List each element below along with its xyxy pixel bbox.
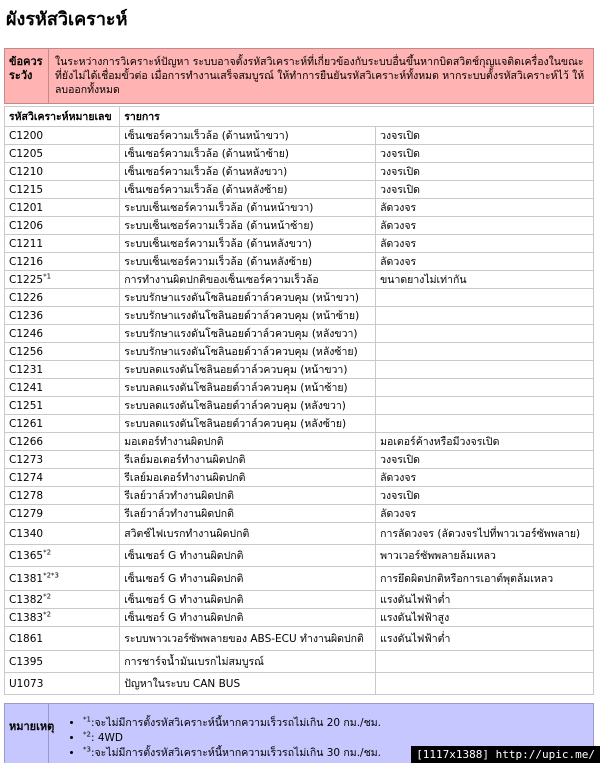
code-value: C1382 [9,593,44,606]
note-mark: *2 [83,730,91,739]
header-item: รายการ [120,107,594,127]
detail-cell [376,673,594,695]
item-cell: ระบบเซ็นเซอร์ความเร็วล้อ (ด้านหน้าซ้าย) [120,217,376,235]
table-row [5,307,594,325]
item-cell: ระบบรักษาแรงดันโซลินอยด์วาล์วควบคุม (หลังซ้าย) [120,343,376,361]
code-cell [5,567,120,591]
code-value: C1210 [9,165,44,178]
detail-cell: การยึดผิดปกติหรือการเอาต์พุตล้มเหลว [376,567,594,591]
item-cell: มอเตอร์ทำงานผิดปกติ [120,433,376,451]
code-value: C1261 [9,417,44,430]
code-cell [5,397,120,415]
table-row [5,217,594,235]
code-cell [5,235,120,253]
code-value: C1861 [9,632,44,645]
code-value: C1246 [9,327,44,340]
table-row [5,469,594,487]
item-cell: ปัญหาในระบบ CAN BUS [120,673,376,695]
code-cell [5,469,120,487]
detail-cell [376,325,594,343]
note-text: : 4WD [90,732,123,744]
notes-label: หมายเหตุ [5,704,49,763]
code-cell [5,271,120,289]
item-cell: ระบบลดแรงดันโซลินอยด์วาล์วควบคุม (หน้าซ้าย) [120,379,376,397]
item-cell: รีเลย์มอเตอร์ทำงานผิดปกติ [120,469,376,487]
note-item [83,731,583,746]
table-row [5,235,594,253]
code-cell [5,673,120,695]
item-cell: รีเลย์มอเตอร์ทำงานผิดปกติ [120,451,376,469]
item-cell: เซ็นเซอร์ความเร็วล้อ (ด้านหลังซ้าย) [120,181,376,199]
code-value: C1383 [9,611,44,624]
table-row [5,451,594,469]
caution-box [4,48,594,104]
detail-cell [376,397,594,415]
code-cell [5,289,120,307]
item-cell: ระบบรักษาแรงดันโซลินอยด์วาล์วควบคุม (หน้าขวา) [120,289,376,307]
item-cell: เซ็นเซอร์ G ทำงานผิดปกติ [120,591,376,609]
detail-cell: ขนาดยางไม่เท่ากัน [376,271,594,289]
item-cell: ระบบรักษาแรงดันโซลินอยด์วาล์วควบคุม (หลังขวา) [120,325,376,343]
table-header-row [5,107,594,127]
code-value: C1278 [9,489,44,502]
footnote-mark: *2 [43,610,52,618]
detail-cell: แรงดันไฟฟ้าสูง [376,609,594,627]
item-cell: รีเลย์วาล์วทำงานผิดปกติ [120,487,376,505]
code-cell [5,325,120,343]
code-cell [5,451,120,469]
detail-cell [376,289,594,307]
code-cell [5,145,120,163]
code-cell [5,199,120,217]
table-row [5,271,594,289]
table-row [5,397,594,415]
table-row [5,609,594,627]
detail-cell: วงจรเปิด [376,127,594,145]
table-row [5,379,594,397]
code-cell [5,627,120,651]
item-cell: การทำงานผิดปกติของเซ็นเซอร์ความเร็วล้อ [120,271,376,289]
code-value: C1251 [9,399,44,412]
table-row [5,591,594,609]
code-value: U1073 [9,677,44,690]
table-row [5,545,594,567]
detail-cell: ลัดวงจร [376,469,594,487]
item-cell: รีเลย์วาล์วทำงานผิดปกติ [120,505,376,523]
code-value: C1381 [9,572,44,585]
table-row [5,487,594,505]
item-cell: ระบบลดแรงดันโซลินอยด์วาล์วควบคุม (หน้าขวา) [120,361,376,379]
code-value: C1206 [9,219,44,232]
code-value: C1216 [9,255,44,268]
code-value: C1340 [9,527,44,540]
detail-cell: วงจรเปิด [376,451,594,469]
detail-cell: วงจรเปิด [376,181,594,199]
code-cell [5,307,120,325]
code-value: C1205 [9,147,44,160]
table-row [5,567,594,591]
table-row [5,343,594,361]
code-cell [5,609,120,627]
code-value: C1279 [9,507,44,520]
item-cell: เซ็นเซอร์ความเร็วล้อ (ด้านหลังขวา) [120,163,376,181]
footnote-mark: *2 [43,592,52,600]
table-row [5,523,594,545]
table-row [5,651,594,673]
table-row [5,289,594,307]
caution-text: ในระหว่างการวิเคราะห์ปัญหา ระบบอาจตั้งรหัสวิเคราะห์ที่เกี่ยวข้องกับระบบอื่นขึ้นหากบิดสวิตช์กุญแจติดเครื่องในขณะที่ยังไม่ได้เชื่อมขั้วต่อ เมื่อการทำงานเสร็จสมบูรณ์ ให้ทำการยืนยันรหัสวิเคราะห์ทั้งหมด หากระบบตั้งรหัสวิเคราะห์ไว้ ให้ลบออกทั้งหมด [55,56,585,96]
item-cell: สวิตช์ไฟเบรกทำงานผิดปกติ [120,523,376,545]
table-row [5,163,594,181]
code-value: C1266 [9,435,44,448]
detail-cell: ลัดวงจร [376,199,594,217]
footnote-mark: *2*3 [43,571,59,579]
note-item [83,716,583,731]
item-cell: เซ็นเซอร์ความเร็วล้อ (ด้านหน้าซ้าย) [120,145,376,163]
item-cell: การชาร์จน้ำมันเบรกไม่สมบูรณ์ [120,651,376,673]
detail-cell [376,379,594,397]
table-row [5,505,594,523]
table-row [5,181,594,199]
detail-cell: ลัดวงจร [376,217,594,235]
note-mark: *3 [83,745,91,754]
code-cell [5,343,120,361]
code-cell [5,651,120,673]
table-row [5,325,594,343]
note-mark: *1 [83,715,91,724]
item-cell: เซ็นเซอร์ความเร็วล้อ (ด้านหน้าขวา) [120,127,376,145]
page-title: ผังรหัสวิเคราะห์ [6,9,128,30]
code-cell [5,505,120,523]
item-cell: เซ็นเซอร์ G ทำงานผิดปกติ [120,567,376,591]
code-value: C1365 [9,549,44,562]
code-cell [5,545,120,567]
item-cell: ระบบเซ็นเซอร์ความเร็วล้อ (ด้านหลังขวา) [120,235,376,253]
code-value: C1231 [9,363,44,376]
code-cell [5,487,120,505]
detail-cell: ลัดวงจร [376,235,594,253]
table-row [5,127,594,145]
detail-cell: แรงดันไฟฟ้าต่ำ [376,627,594,651]
diagnostic-code-chart [4,48,594,763]
detail-cell: ลัดวงจร [376,505,594,523]
code-cell [5,415,120,433]
code-value: C1211 [9,237,44,250]
item-cell: ระบบลดแรงดันโซลินอยด์วาล์วควบคุม (หลังขวา) [120,397,376,415]
table-row [5,433,594,451]
code-value: C1236 [9,309,44,322]
code-cell [5,217,120,235]
detail-cell [376,343,594,361]
table-row [5,253,594,271]
detail-cell: วงจรเปิด [376,487,594,505]
code-cell [5,253,120,271]
detail-cell [376,415,594,433]
footnote-mark: *1 [43,272,52,280]
code-value: C1395 [9,655,44,668]
detail-cell: วงจรเปิด [376,145,594,163]
table-row [5,627,594,651]
code-value: C1274 [9,471,44,484]
detail-cell [376,361,594,379]
detail-cell [376,307,594,325]
code-cell [5,127,120,145]
code-value: C1273 [9,453,44,466]
table-row [5,673,594,695]
item-cell: เซ็นเซอร์ G ทำงานผิดปกติ [120,545,376,567]
code-cell [5,163,120,181]
code-cell [5,433,120,451]
code-value: C1241 [9,381,44,394]
code-cell [5,379,120,397]
code-value: C1226 [9,291,44,304]
code-value: C1200 [9,129,44,142]
footnote-mark: *2 [43,548,52,556]
item-cell: ระบบเซ็นเซอร์ความเร็วล้อ (ด้านหลังซ้าย) [120,253,376,271]
note-text: :จะไม่มีการตั้งรหัสวิเคราะห์นี้หากความเร็วรถไม่เกิน 30 กม./ชม. [90,747,381,759]
item-cell: ระบบรักษาแรงดันโซลินอยด์วาล์วควบคุม (หน้าซ้าย) [120,307,376,325]
item-cell: เซ็นเซอร์ G ทำงานผิดปกติ [120,609,376,627]
code-value: C1225 [9,273,44,286]
detail-cell: ลัดวงจร [376,253,594,271]
code-value: C1215 [9,183,44,196]
detail-cell: แรงดันไฟฟ้าต่ำ [376,591,594,609]
image-host-watermark: [1117x1388] http://upic.me/ [411,746,600,763]
table-row [5,361,594,379]
code-cell [5,523,120,545]
table-row [5,145,594,163]
detail-cell: การลัดวงจร (ลัดวงจรไปที่พาวเวอร์ซัพพลาย) [376,523,594,545]
detail-cell [376,651,594,673]
table-row [5,199,594,217]
code-value: C1201 [9,201,44,214]
item-cell: ระบบเซ็นเซอร์ความเร็วล้อ (ด้านหน้าขวา) [120,199,376,217]
detail-cell: มอเตอร์ค้างหรือมีวงจรเปิด [376,433,594,451]
code-cell [5,591,120,609]
detail-cell: พาวเวอร์ซัพพลายล้มเหลว [376,545,594,567]
code-cell [5,181,120,199]
code-table [4,106,594,695]
code-value: C1256 [9,345,44,358]
item-cell: ระบบพาวเวอร์ซัพพลายของ ABS-ECU ทำงานผิดปกติ [120,627,376,651]
header-code: รหัสวิเคราะห์หมายเลข [5,107,120,127]
caution-label: ข้อควรระวัง [5,49,49,103]
note-text: :จะไม่มีการตั้งรหัสวิเคราะห์นี้หากความเร็วรถไม่เกิน 20 กม./ชม. [90,717,381,729]
code-cell [5,361,120,379]
item-cell: ระบบลดแรงดันโซลินอยด์วาล์วควบคุม (หลังซ้าย) [120,415,376,433]
detail-cell: วงจรเปิด [376,163,594,181]
table-row [5,415,594,433]
